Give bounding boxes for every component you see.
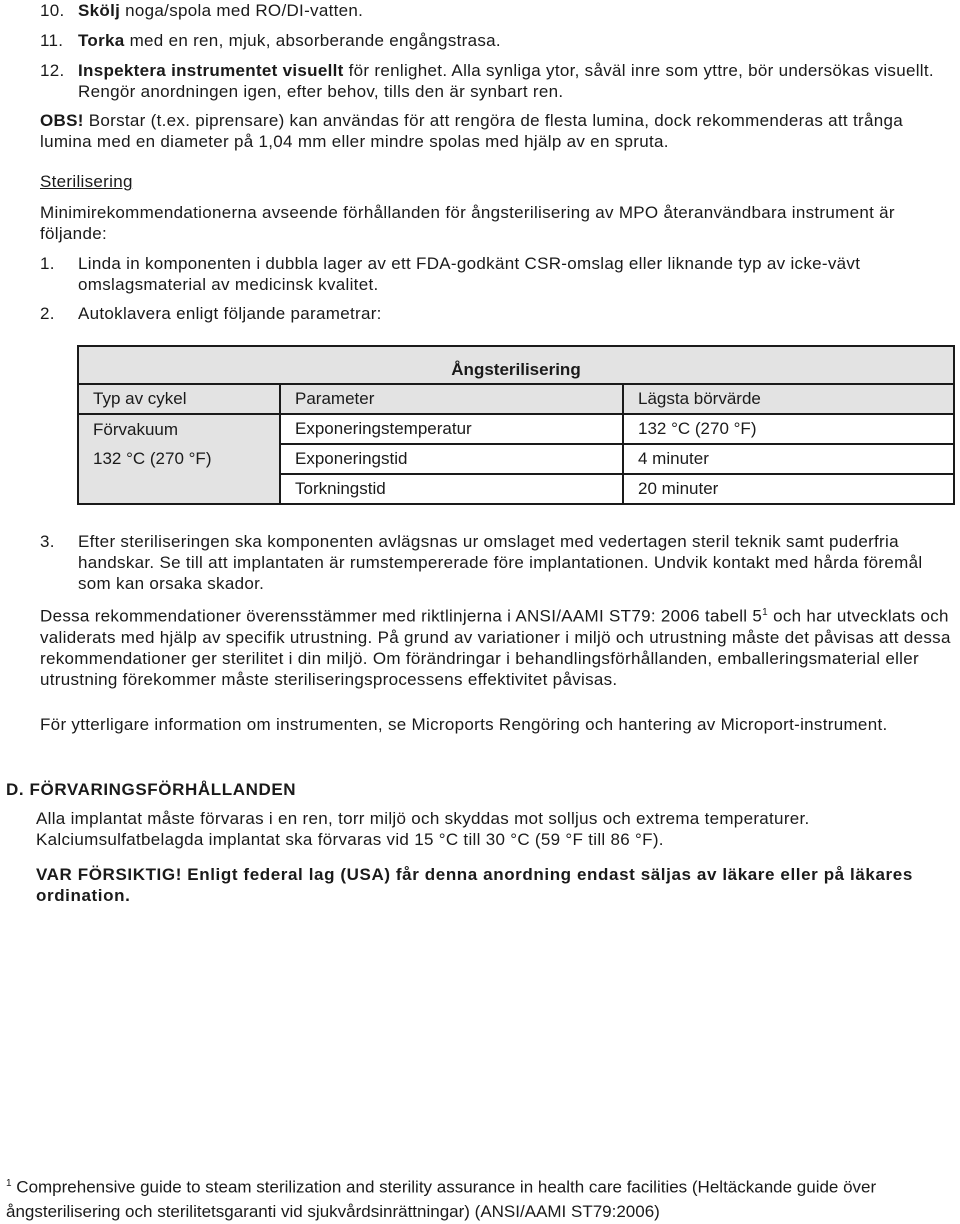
item-number: 3.	[40, 532, 55, 551]
item-text: Linda in komponenten i dubbla lager av ett FDA-godkänt CSR-omslag eller liknande typ av icke-vävt omslagsmaterial av medicinsk kvalitet.	[78, 254, 861, 294]
column-header: Lägsta börvärde	[623, 384, 954, 414]
step-number: 12.	[40, 61, 65, 80]
parameter-cell: Torkningstid	[280, 474, 623, 504]
guideline-text-b: och har utvecklats och validerats med hjälp av specifik utrustning. På grund av variationer i miljö och utrustning måste det påvisas att dessa rekommendationer ger sterilitet i din miljö. Om förändringar i behandlingsförhållanden, emballeringsmaterial eller utrustning förekommer måste steriliseringsprocessens effektivitet påvisas.	[40, 606, 951, 689]
table-row	[78, 414, 954, 444]
cycle-temp-cell: 132 °C (270 °F)	[78, 444, 280, 474]
storage-text: Alla implantat måste förvaras i en ren, torr miljö och skyddas mot solljus och extrema temperaturer. Kalciumsulfatbelagda implantat ska förvaras vid 15 °C till 30 °C (59 °F till 86 °F).	[36, 809, 810, 849]
item-text: Efter steriliseringen ska komponenten avlägsnas ur omslaget med vedertagen steril teknik samt puderfria handskar. Se till att implantaten är rumstempererade före implantationen. Undvik kontakt med hårda föremål som kan orsaka skador.	[78, 532, 923, 593]
step-keyword: Inspektera instrumentet visuellt	[78, 61, 344, 80]
step-text: noga/spola med RO/DI-vatten.	[120, 1, 364, 20]
sterilization-intro: Minimirekommendationerna avseende förhållanden för ångsterilisering av MPO återanvändbara instrument är följande:	[40, 203, 895, 243]
sterilization-item-1	[40, 253, 955, 295]
table-row	[78, 444, 954, 474]
footnote-mark: 1	[6, 1178, 12, 1189]
caution-text: VAR FÖRSIKTIG! Enligt federal lag (USA) får denna anordning endast säljas av läkare eller på läkares ordination.	[36, 865, 913, 905]
step-text: med en ren, mjuk, absorberande engångstrasa.	[124, 31, 501, 50]
steam-sterilization-table	[77, 345, 955, 505]
item-number: 2.	[40, 304, 55, 323]
cycle-type-cell: Förvakuum	[78, 414, 280, 444]
note-text: Borstar (t.ex. piprensare) kan användas för att rengöra de flesta lumina, dock rekommenderas att trånga lumina med en diameter på 1,04 mm eller mindre spolas med hjälp av en spruta.	[40, 111, 903, 151]
item-number: 1.	[40, 254, 55, 273]
note-label: OBS!	[40, 111, 84, 130]
footnote	[6, 1172, 956, 1224]
table-row	[78, 474, 954, 504]
cycle-empty-cell	[78, 474, 280, 504]
column-header: Typ av cykel	[78, 384, 280, 414]
reference-paragraph: För ytterligare information om instrumenten, se Microports Rengöring och hantering av Microport-instrument.	[40, 715, 888, 734]
step-keyword: Torka	[78, 31, 125, 50]
sterilization-item-3	[40, 531, 955, 594]
step-10	[40, 0, 955, 21]
footnote-ref: 1	[762, 607, 769, 618]
step-number: 11.	[40, 31, 64, 50]
table-title: Ångsterilisering	[78, 346, 954, 384]
value-cell: 20 minuter	[623, 474, 954, 504]
parameter-cell: Exponeringstemperatur	[280, 414, 623, 444]
value-cell: 4 minuter	[623, 444, 954, 474]
step-number: 10.	[40, 1, 65, 20]
note-paragraph	[40, 110, 955, 152]
footnote-text: Comprehensive guide to steam sterilization and sterility assurance in health care facilities (Heltäckande guide över ångsterilisering och sterilitetsgaranti vid sjukvårdsinrättningar) (ANSI/AAMI ST79:2006)	[6, 1177, 877, 1221]
column-header: Parameter	[280, 384, 623, 414]
table-header-row	[78, 384, 954, 414]
guideline-text-a: Dessa rekommendationer överensstämmer med riktlinjerna i ANSI/AAMI ST79: 2006 tabell 5	[40, 606, 763, 626]
step-keyword: Skölj	[78, 1, 121, 20]
item-text: Autoklavera enligt följande parametrar:	[78, 304, 382, 323]
sterilization-heading: Sterilisering	[40, 172, 133, 191]
value-cell: 132 °C (270 °F)	[623, 414, 954, 444]
step-11	[40, 30, 955, 51]
storage-heading: D. FÖRVARINGSFÖRHÅLLANDEN	[6, 780, 297, 799]
sterilization-item-2	[40, 303, 955, 324]
step-12	[40, 60, 955, 102]
parameter-cell: Exponeringstid	[280, 444, 623, 474]
step-text: för renlighet. Alla synliga ytor, såväl inre som yttre, bör undersökas visuellt. Rengör anordningen igen, efter behov, tills den är synbart ren.	[78, 61, 934, 101]
guideline-paragraph	[40, 602, 955, 690]
